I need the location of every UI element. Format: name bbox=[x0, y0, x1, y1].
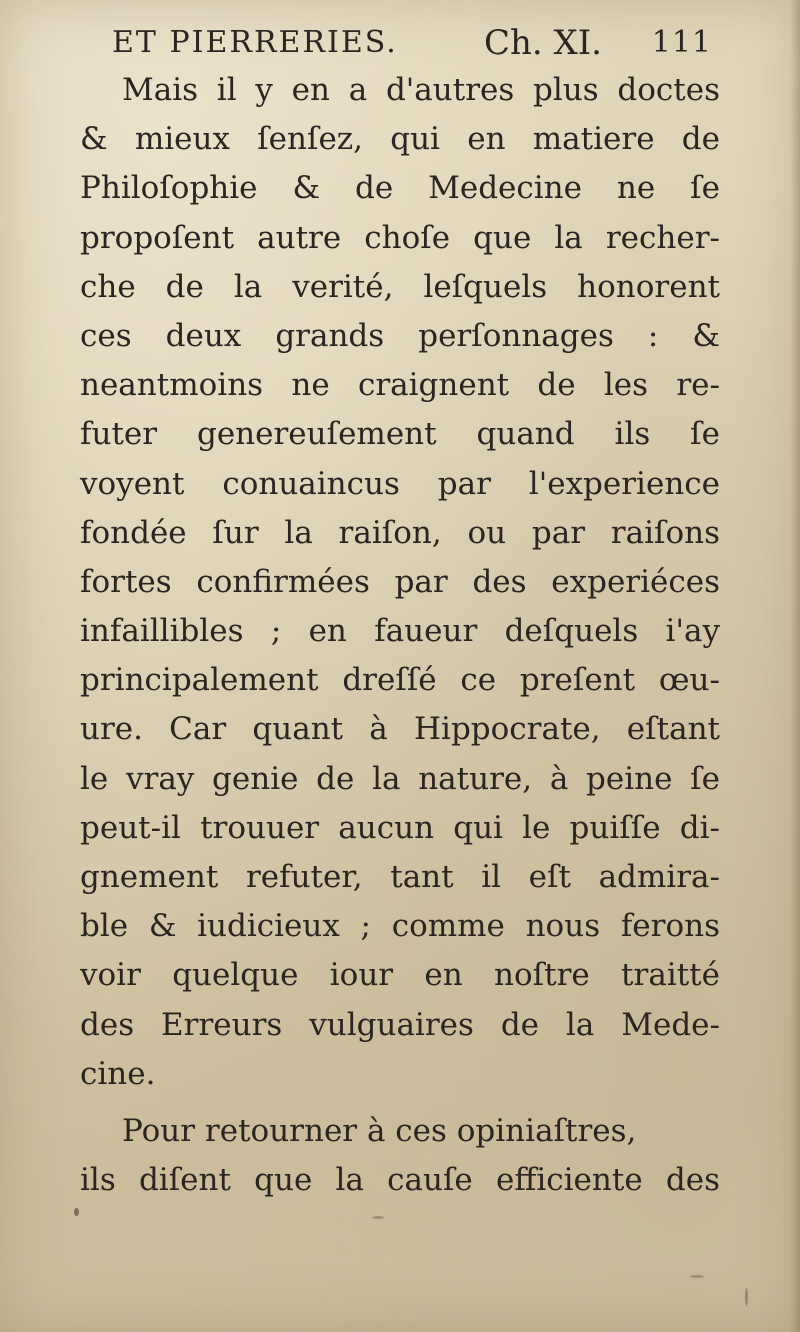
running-head: ET PIERRERIES. bbox=[112, 25, 398, 60]
text-line: & mieux ſenſez, qui en matiere de bbox=[80, 121, 720, 158]
text-line: futer genereuſement quand ils ſe bbox=[80, 416, 720, 453]
text-line: infaillibles ; en faueur deſquels i'ay bbox=[80, 613, 720, 650]
text-line: ble & iudicieux ; comme nous ferons bbox=[80, 908, 720, 945]
text-line: ces deux grands perſonnages : & bbox=[80, 317, 720, 354]
ink-speck bbox=[690, 1275, 704, 1278]
text-line: Mais il y en a d'autres plus doctes bbox=[122, 72, 720, 108]
ink-speck bbox=[74, 1208, 79, 1216]
text-line: principalement dreſſé ce preſent œu- bbox=[80, 662, 720, 699]
text-line: neantmoins ne craignent de les re- bbox=[80, 367, 720, 404]
chapter-number: Ch. XI. bbox=[484, 23, 602, 63]
text-line: che de la verité, leſquels honorent bbox=[80, 268, 720, 305]
text-line: voir quelque iour en noſtre traitté bbox=[80, 957, 720, 994]
text-line: Philoſophie & de Medecine ne ſe bbox=[80, 170, 720, 207]
text-line: le vray genie de la nature, à peine ſe bbox=[80, 760, 720, 797]
text-line: peut-il trouuer aucun qui le puiſſe di- bbox=[80, 809, 720, 846]
page-header bbox=[112, 18, 712, 68]
text-line: cine. bbox=[80, 1055, 156, 1092]
text-line: ils diſent que la cauſe efficiente des bbox=[80, 1162, 720, 1199]
text-line: propoſent autre choſe que la recher- bbox=[80, 219, 720, 256]
text-line: gnement refuter, tant il eſt admira- bbox=[80, 859, 720, 895]
text-line: fortes confirmées par des experiéces bbox=[80, 563, 720, 600]
ink-speck bbox=[372, 1216, 384, 1219]
body-text bbox=[80, 66, 720, 1205]
text-line: fondée ſur la raiſon, ou par raiſons bbox=[80, 514, 720, 551]
text-line: voyent conuaincus par l'experience bbox=[80, 465, 720, 502]
text-line: Pour retourner à ces opiniaſtres, bbox=[122, 1112, 637, 1149]
page-number: 111 bbox=[651, 25, 712, 60]
text-line: ure. Car quant à Hippocrate, eſtant bbox=[80, 711, 720, 748]
text-line: des Erreurs vulguaires de la Mede- bbox=[80, 1006, 720, 1043]
page-edge-shadow bbox=[790, 0, 800, 1332]
ink-speck bbox=[745, 1288, 748, 1306]
